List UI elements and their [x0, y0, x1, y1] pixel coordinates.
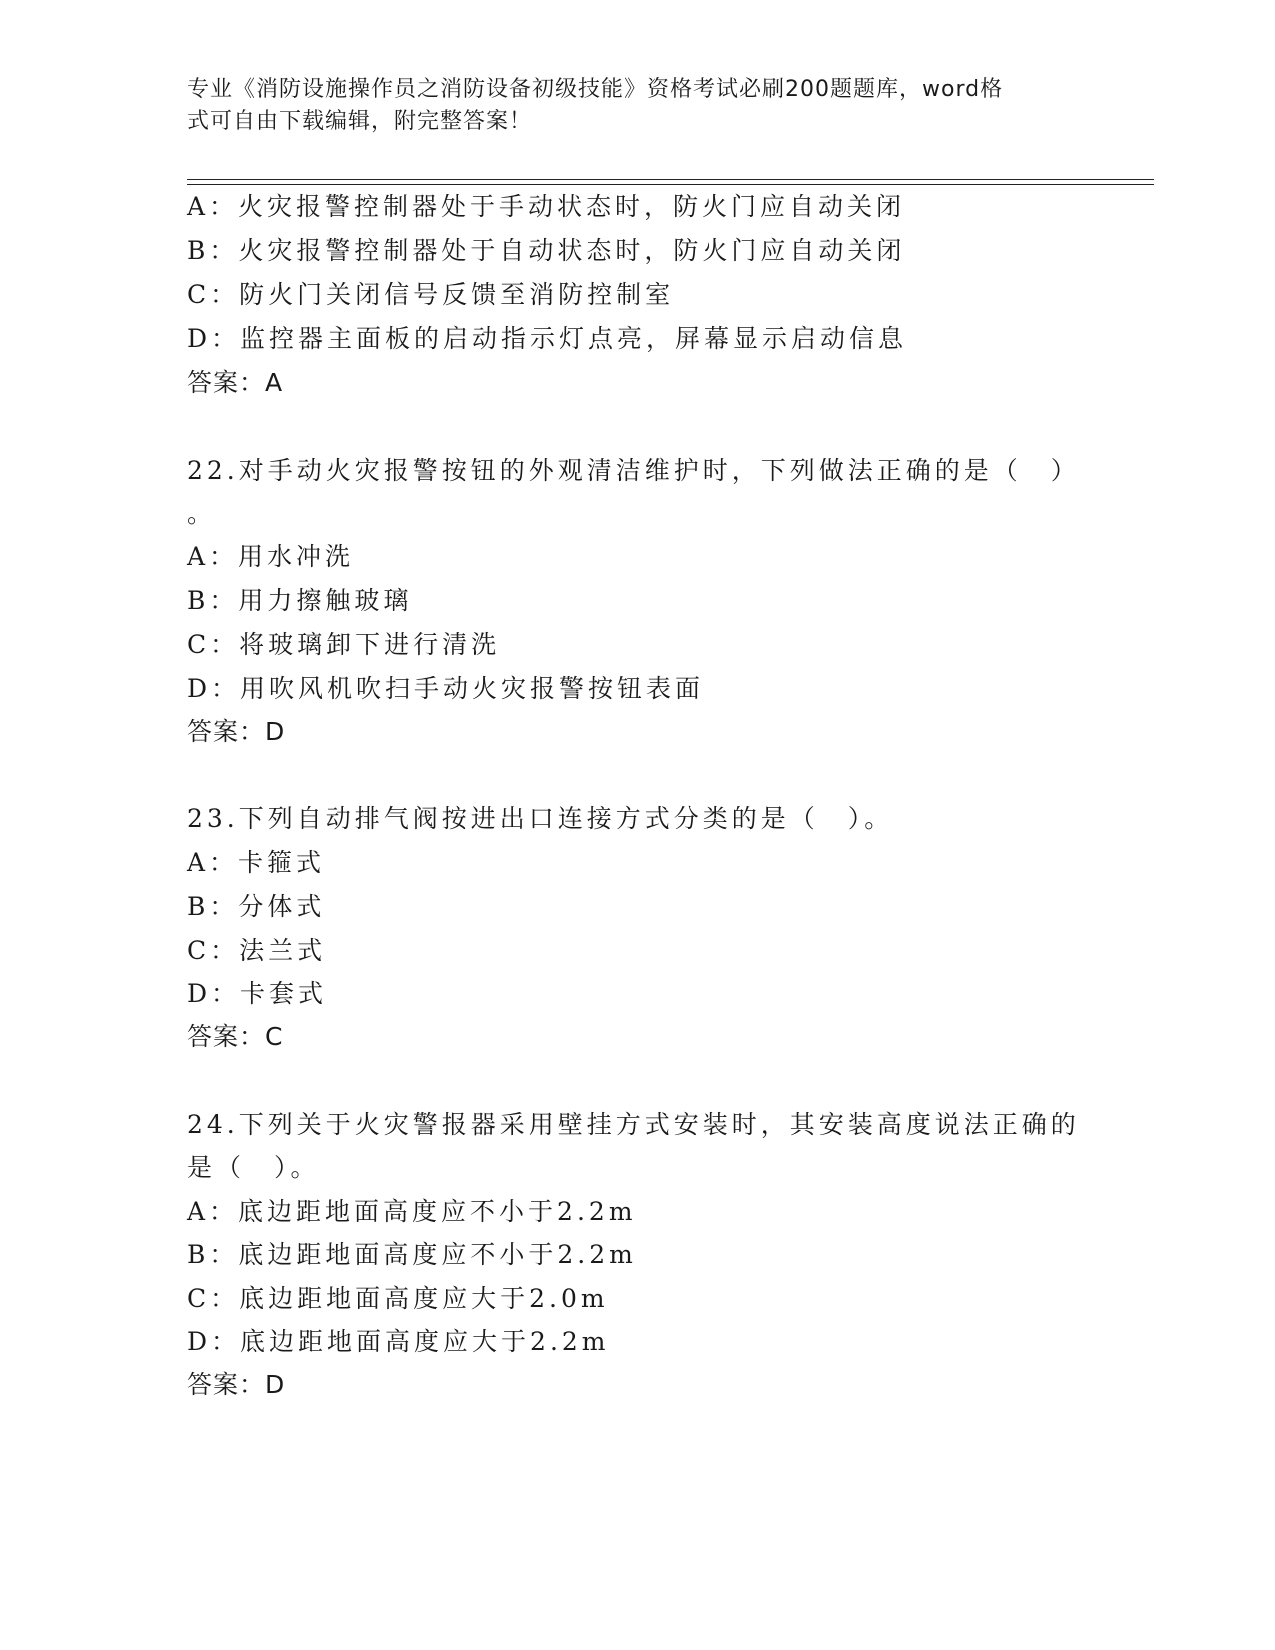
q24-option-b: B：底边距地面高度应不小于2.2m	[187, 1240, 637, 1269]
q23-option-a: A：卡箍式	[187, 848, 326, 877]
q21-option-a: A：火灾报警控制器处于手动状态时，防火门应自动关闭	[187, 192, 906, 221]
document-header	[187, 74, 1067, 138]
q24-option-a: A：底边距地面高度应不小于2.2m	[187, 1197, 637, 1226]
q21-option-c: C：防火门关闭信号反馈至消防控制室	[187, 280, 675, 309]
q24-option-c: C：底边距地面高度应大于2.0m	[187, 1284, 609, 1313]
header-line-1: 专业《消防设施操作员之消防设备初级技能》资格考试必刷200题题库，word格	[187, 77, 1004, 102]
q22-option-d: D：用吹风机吹扫手动火灾报警按钮表面	[187, 674, 705, 703]
q22-answer: 答案：D	[187, 717, 286, 746]
q22-stem-line-1: 22.对手动火灾报警按钮的外观清洁维护时，下列做法正确的是（ ）	[187, 456, 1080, 485]
q21-answer: 答案：A	[187, 368, 284, 397]
q22-stem-line-2: 。	[187, 499, 217, 528]
header-divider-bottom	[187, 184, 1154, 185]
q22-option-a: A：用水冲洗	[187, 542, 355, 571]
header-line-2: 式可自由下载编辑，附完整答案！	[187, 109, 533, 134]
q24-stem-line-1: 24.下列关于火灾警报器采用壁挂方式安装时，其安装高度说法正确的	[187, 1110, 1080, 1139]
q24-option-d: D：底边距地面高度应大于2.2m	[187, 1327, 610, 1356]
q23-option-d: D：卡套式	[187, 979, 328, 1008]
q23-option-c: C：法兰式	[187, 936, 327, 965]
q22-option-b: B：用力擦触玻璃	[187, 586, 413, 615]
q23-stem-line-1: 23.下列自动排气阀按进出口连接方式分类的是（ ）。	[187, 804, 894, 833]
q23-answer: 答案：C	[187, 1022, 284, 1051]
q21-option-b: B：火灾报警控制器处于自动状态时，防火门应自动关闭	[187, 236, 906, 265]
q24-answer: 答案：D	[187, 1370, 286, 1399]
header-divider-top	[187, 179, 1154, 180]
q24-stem-line-2: 是（ ）。	[187, 1153, 320, 1182]
q23-option-b: B：分体式	[187, 892, 326, 921]
q22-option-c: C：将玻璃卸下进行清洗	[187, 630, 501, 659]
q21-option-d: D：监控器主面板的启动指示灯点亮，屏幕显示启动信息	[187, 324, 908, 353]
